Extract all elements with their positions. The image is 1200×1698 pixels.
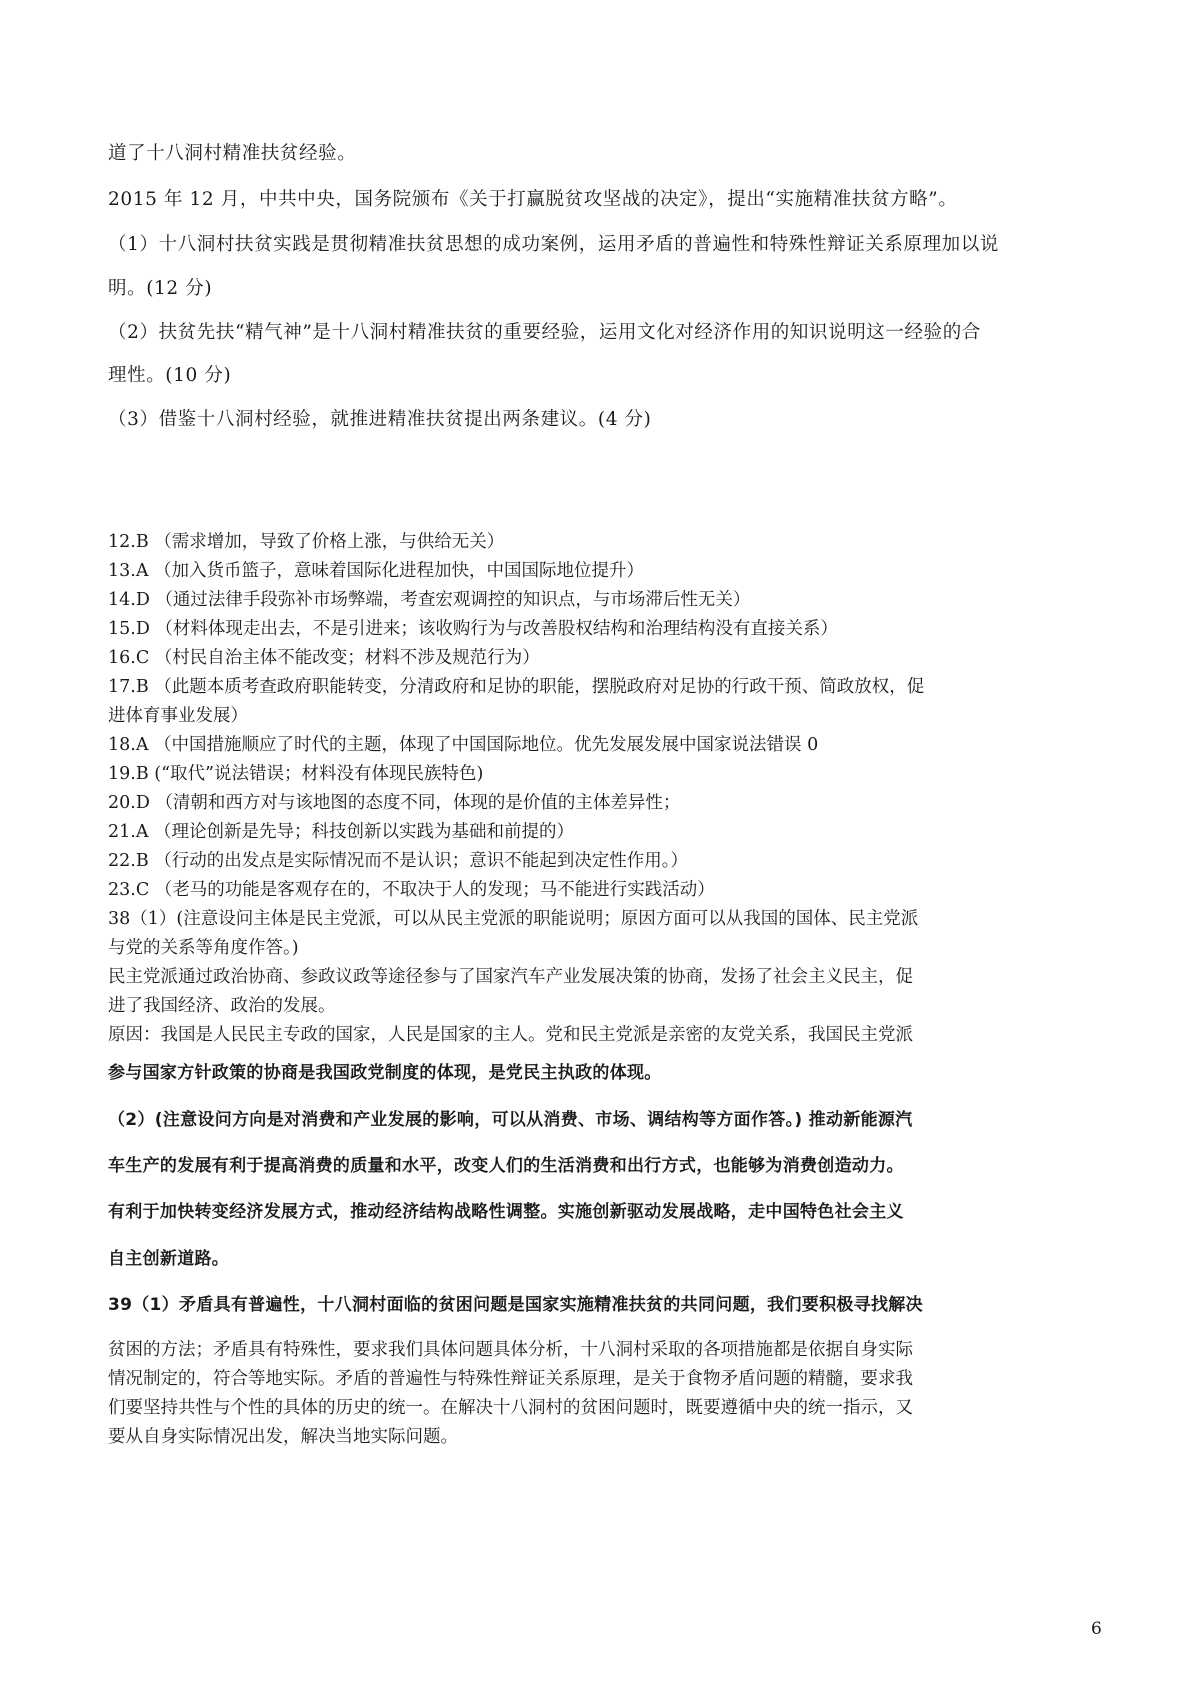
answer-bold-line: 39（1）矛盾具有普遍性，十八洞村面临的贫困问题是国家实施精准扶贫的共同问题，我们要积极寻找解决 [108,1295,923,1315]
question-1-line: （1）十八洞村扶贫实践是贯彻精准扶贫思想的成功案例，运用矛盾的普遍性和特殊性辩证关系原理加以说 [108,234,999,255]
answer-line: 进体育事业发展） [108,706,248,726]
answer-line: 18.A （中国措施顺应了时代的主题，体现了中国国际地位。优先发展发展中国家说法错误 0 [108,735,819,755]
page-number: 6 [1091,1619,1102,1639]
answer-line: 进了我国经济、政治的发展。 [108,996,336,1016]
answer-line: 12.B （需求增加，导致了价格上涨，与供给无关） [108,532,505,552]
answer-line: 22.B （行动的出发点是实际情况而不是认识；意识不能起到决定性作用。） [108,851,689,871]
answer-line: 38（1）(注意设问主体是民主党派，可以从民主党派的职能说明；原因方面可以从我国的国体、民主党派 [108,909,919,929]
answer-line: 贫困的方法；矛盾具有特殊性，要求我们具体问题具体分析，十八洞村采取的各项措施都是依据自身实际 [108,1340,913,1360]
question-text-line: 道了十八洞村精准扶贫经验。 [108,143,357,164]
answer-line: 21.A （理论创新是先导；科技创新以实践为基础和前提的） [108,822,575,842]
answer-line: 14.D （通过法律手段弥补市场弊端，考查宏观调控的知识点，与市场滞后性无关） [108,590,751,610]
answer-line: 23.C （老马的功能是客观存在的，不取决于人的发现；马不能进行实践活动） [108,880,715,900]
answer-line: 们要坚持共性与个性的具体的历史的统一。在解决十八洞村的贫困问题时，既要遵循中央的统一指示，又 [108,1398,913,1418]
answer-line: 要从自身实际情况出发，解决当地实际问题。 [108,1427,458,1447]
question-3-line: （3）借鉴十八洞村经验，就推进精准扶贫提出两条建议。(4 分) [108,409,652,430]
question-2-line: （2）扶贫先扶“精气神”是十八洞村精准扶贫的重要经验，运用文化对经济作用的知识说明这一经验的合 [108,322,981,343]
question-text-line: 2015 年 12 月，中共中央，国务院颁布《关于打赢脱贫攻坚战的决定》，提出“实施精准扶贫方略”。 [108,189,958,210]
answer-line: 20.D （清朝和西方对与该地图的态度不同，体现的是价值的主体差异性； [108,793,681,813]
answer-line: 情况制定的，符合等地实际。矛盾的普遍性与特殊性辩证关系原理，是关于食物矛盾问题的精髓，要求我 [108,1369,913,1389]
question-1-score: 明。(12 分) [108,278,213,299]
answer-line: 17.B （此题本质考查政府职能转变，分清政府和足协的职能，摆脱政府对足协的行政干预、简政放权，促 [108,677,925,697]
answer-line: 与党的关系等角度作答。) [108,938,299,958]
answer-line: 民主党派通过政治协商、参政议政等途径参与了国家汽车产业发展决策的协商，发扬了社会主义民主，促 [108,967,913,987]
answer-line: 15.D （材料体现走出去，不是引进来；该收购行为与改善股权结构和治理结构没有直接关系） [108,619,838,639]
question-2-score: 理性。(10 分) [108,365,232,386]
answer-line: 19.B (“取代”说法错误；材料没有体现民族特色) [108,764,484,784]
answer-line: 13.A （加入货币篮子，意味着国际化进程加快，中国国际地位提升） [108,561,645,581]
answer-line: 原因：我国是人民民主专政的国家，人民是国家的主人。党和民主党派是亲密的友党关系，我国民主党派 [108,1025,913,1045]
answer-bold-line: 有利于加快转变经济发展方式，推动经济结构战略性调整。实施创新驱动发展战略，走中国特色社会主义 [108,1202,904,1222]
answer-bold-line: 车生产的发展有利于提高消费的质量和水平，改变人们的生活消费和出行方式，也能够为消费创造动力。 [108,1156,904,1176]
answer-line: 16.C （村民自治主体不能改变；材料不涉及规范行为） [108,648,540,668]
answer-bold-line: 参与国家方针政策的协商是我国政党制度的体现，是党民主执政的体现。 [108,1063,662,1083]
answer-bold-line: 自主创新道路。 [108,1249,230,1269]
answer-bold-line: （2）(注意设问方向是对消费和产业发展的影响，可以从消费、市场、调结构等方面作答。) 推动新能源汽 [108,1110,913,1130]
